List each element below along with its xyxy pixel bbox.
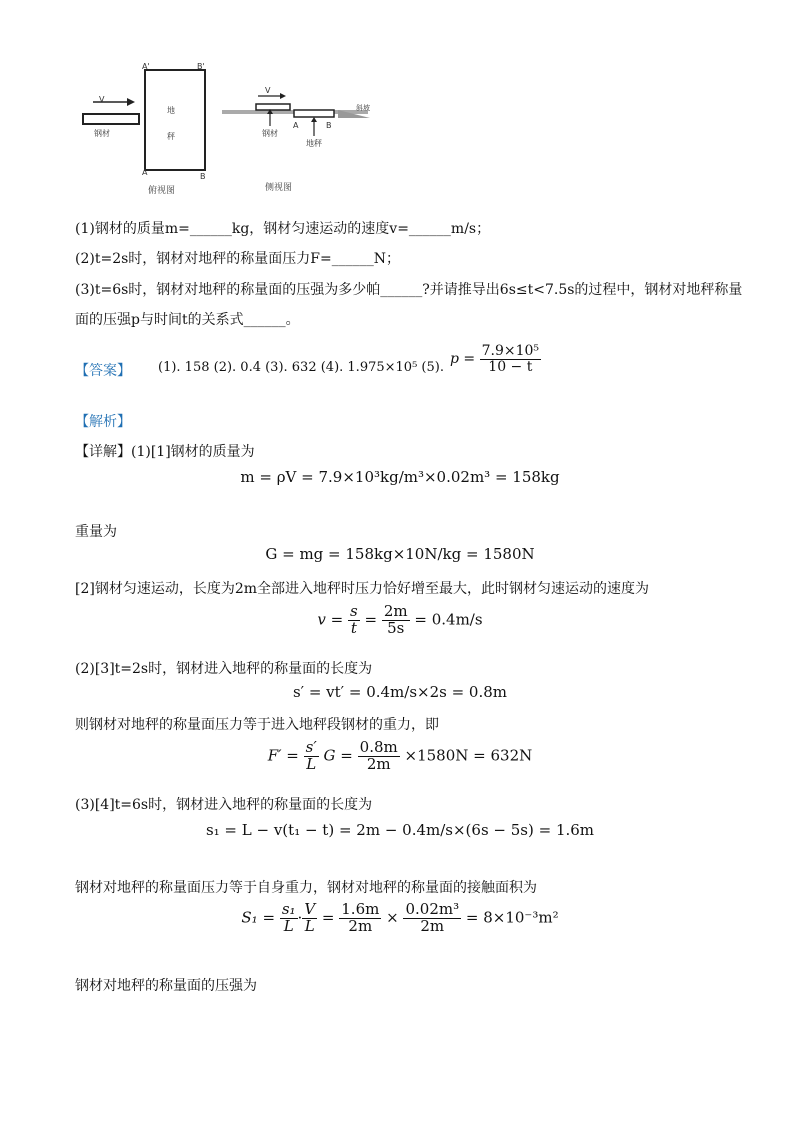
top-view-caption: 俯视图 — [148, 186, 176, 196]
equation-force: F′ = $\frac{s'}{L}$ G = $\frac{0.8m}{2m}$ ×1580N = 632N — [267, 738, 533, 773]
equation-area: S₁ = $\frac{\text{s₁}}{L}$ · $\frac{V}{L}$ = $\frac{1.6m}{2m}$ × $\frac{\text{0.02m³}}{2m}$ = 8×10⁻³m² — [241, 900, 559, 935]
question-2: (2)t=2s时，钢材对地秤的称量面压力F=______N； — [75, 251, 400, 267]
corner-a-top: A' — [142, 62, 150, 71]
pressure-text: 钢材对地秤的称量面的压强为 — [75, 978, 257, 994]
velocity-arrowhead — [127, 98, 135, 106]
equation-length: s′ = vt′ = 0.4m/s×2s = 0.8m — [292, 683, 508, 701]
corner-b: B — [200, 172, 206, 181]
speed-text: [2]钢材匀速运动，长度为2m全部进入地秤时压力恰好增至最大，此时钢材匀速运动的速度为 — [75, 581, 650, 597]
equation-s1: s₁ = L − v(t₁ − t) = 2m − 0.4m/s×(6s − 5s) = 1.6m — [205, 821, 595, 839]
detail-heading: 【详解】(1)[1]钢材的质量为 — [75, 444, 255, 460]
slope-label: 斜坡 — [356, 104, 370, 112]
right-steel-label: 钢材 — [262, 129, 278, 138]
left-scale-label: 地秤 — [167, 106, 175, 141]
steel-bar-top — [83, 114, 139, 124]
answer-tag: 【答案】 — [75, 363, 131, 379]
right-scale-label: 地秤 — [306, 139, 322, 148]
question-3-line2: 面的压强p与时间t的关系式______。 — [75, 312, 300, 328]
steel-bar-side — [256, 104, 290, 110]
left-steel-label: 钢材 — [94, 129, 110, 138]
corner-b-top: B' — [197, 62, 205, 71]
equation-mass: m = ρV = 7.9×10³kg/m³×0.02m³ = 158kg — [240, 468, 560, 486]
corner-a: A — [142, 168, 148, 177]
right-b-label: B — [326, 121, 332, 130]
weight-text: 重量为 — [75, 524, 117, 540]
answer-formula: p = $\frac{\text{7.9×10⁵}}{10 - t}$ — [450, 343, 540, 375]
scale-platform-side — [294, 110, 334, 117]
q3-solution-text: (3)[4]t=6s时，钢材进入地秤的称量面的长度为 — [75, 797, 373, 813]
question-1: (1)钢材的质量m=______kg，钢材匀速运动的速度v=______m/s； — [75, 221, 491, 237]
side-view-caption: 侧视图 — [265, 183, 293, 193]
q2-solution-text: (2)[3]t=2s时，钢材进入地秤的称量面的长度为 — [75, 661, 373, 677]
question-3-line1: (3)t=6s时，钢材对地秤的称量面的压强为多少帕______?并请推导出6s≤t<7.5s的过程中，钢材对地秤称量 — [75, 282, 743, 298]
left-v-label: V — [99, 95, 105, 104]
analysis-tag: 【解析】 — [75, 414, 131, 430]
velocity-arrowhead-side — [280, 93, 286, 99]
answer-items: (1). 158 (2). 0.4 (3). 632 (4). 1.975×10⁵ (5). — [158, 360, 444, 375]
side-view-figure — [218, 80, 378, 150]
right-a-label: A — [293, 121, 299, 130]
area-text: 钢材对地秤的称量面压力等于自身重力，钢材对地秤的称量面的接触面积为 — [75, 880, 537, 896]
equation-speed: v = $\frac{s}{t}$ = $\frac{2m}{5s}$ = 0.4m/s — [317, 602, 483, 637]
force-text: 则钢材对地秤的称量面压力等于进入地秤段钢材的重力，即 — [75, 717, 439, 733]
right-v-label: V — [265, 86, 271, 95]
equation-weight: G = mg = 158kg×10N/kg = 1580N — [265, 545, 535, 563]
